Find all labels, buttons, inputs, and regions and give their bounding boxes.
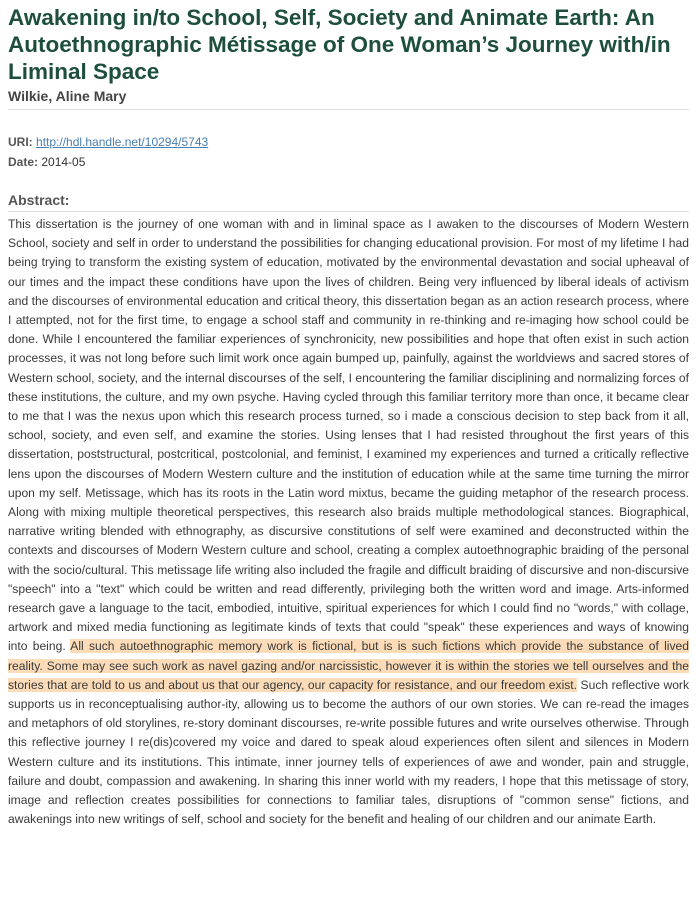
abstract-part-1: This dissertation is the journey of one woman with and in liminal space as I awaken to the discourses of Modern Western School, society and self in order to understand the possibilities for changing educational provision. For most of my lifetime I had being trying to transform the existing system of education, motivated by the environmental devastation and social upheaval of our times and the impact these conditions have upon the lives of children. Being very influenced by liberal ideals of activism and the discourses of environmental education and critical theory, this dissertation began as an action research process, where I attempted, not for the first time, to engage a school staff and community in re-thinking and re-imaging how school could be done. While I encountered the familiar experiences of synchronicity, new possibilities and hope that often exist in such action processes, it was not long before such limit work once again bumped up, painfully, against the worldviews and sacred stores of Western school, society, and the internal discourses of the self, I encountering the familiar disciplining and normalizing forces of these institutions, the culture, and my own psyche. Having cycled through this familiar territory more than once, it became clear to me that I was the nexus upon which this research process turned, so i made a conscious decision to step back from it all, school, society, and even self, and examine the stories. Using lenses that I had resisted throughout the first years of this dissertation, poststructural, postcritical, postcolonial, and feminist, I examined my experiences and turned a critically reflective lens upon the discourses of Modern Western culture and the institution of education while at the same time turning the mirror upon my self. Metissage, which has its roots in the Latin word mixtus, became the guiding metaphor of the research process. Along with mixing multiple theoretical perspectives, this research also braids multiple methodological stances. Biographical, narrative writing blended with ethnography, as discursive constitutions of self were examined and deconstructed within the contexts and discourses of Modern Western culture and school, creating a complex autoethnographic braiding of the personal with the socio/cultural. This metissage life writing also included the fragile and difficult braiding of discursive and non-discursive "speech" into a "text" which could be written and read differently, privileging both the written word and image. Arts-informed research gave a language to the tacit, embodied, intuitive, spiritual experiences for which I could find no "words," with collage, artwork and mixed media functioning as legitimate kinds of texts that could "speak" these experiences and ways of knowing into being. bbox=[8, 217, 689, 654]
item-title: Awakening in/to School, Self, Society and Animate Earth: An Autoethnographic Métissage of One Woman’s Journey with/in Liminal Space bbox=[8, 5, 671, 84]
item-metadata bbox=[8, 132, 689, 172]
abstract-highlight: All such autoethnographic memory work is fictional, but is is such fictions which provide the substance of lived reality. Some may see such work as navel gazing and/or narcissistic, however it is within the stories we tell ourselves and the stories that are told to us and about us that our agency, our capacity for resistance, and our freedom exist. bbox=[8, 639, 689, 692]
date-value: 2014-05 bbox=[41, 155, 86, 169]
uri-link[interactable]: http://hdl.handle.net/10294/5743 bbox=[36, 135, 209, 149]
uri-label: URI: bbox=[8, 135, 33, 149]
abstract-part-2: Such reflective work supports us in reconceptualising author-ity, allowing us to become the authors of our own stories. We can re-read the images and metaphors of old storylines, re-story dominant discourses, re-write possible futures and write ourselves otherwise. Through this reflective journey I re(dis)covered my voice and dared to speak aloud experiences often silent and silences in Modern Western culture and its institutions. This intimate, inner journey tells of experiences of awe and wonder, pain and struggle, failure and doubt, compassion and awakening. In sharing this inner world with my readers, I hope that this metissage of story, image and reflection creates possibilities for connections to familiar tales, disruptions of "common sense" fictions, and awakenings into new writings of self, school and society for the benefit and healing of our children and our animate Earth. bbox=[8, 677, 690, 827]
item-author: Wilkie, Aline Mary bbox=[8, 87, 689, 110]
uri-row bbox=[8, 132, 689, 152]
date-label: Date: bbox=[8, 155, 39, 169]
date-row bbox=[8, 152, 689, 172]
abstract-text bbox=[8, 215, 689, 830]
abstract-heading: Abstract: bbox=[8, 192, 689, 212]
